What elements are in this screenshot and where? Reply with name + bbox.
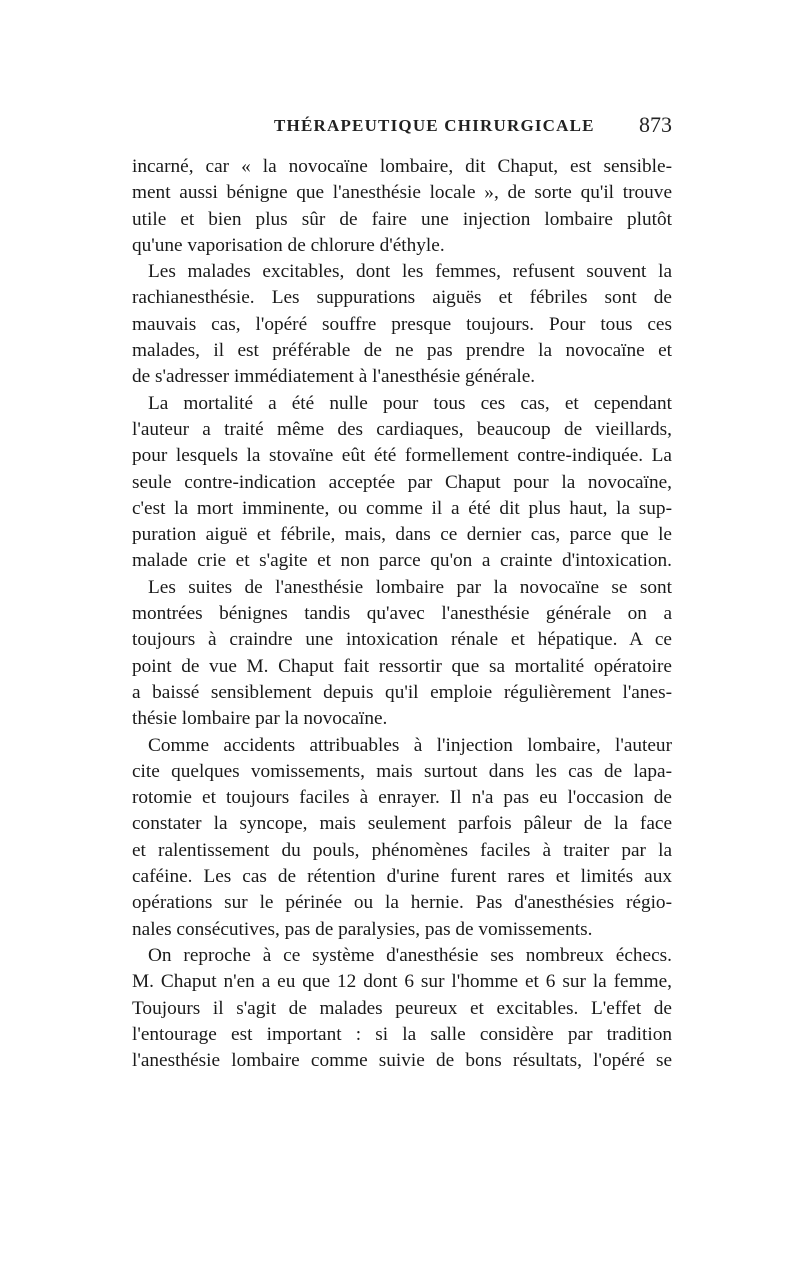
- text-line: utile et bien plus sûr de faire une injection lombaire plutôt: [132, 208, 672, 230]
- text-line: qu'une vaporisation de chlorure d'éthyle.: [132, 234, 445, 256]
- text-line: Toujours il s'agit de malades peureux et excitables. L'effet de: [132, 997, 672, 1019]
- text-line: l'entourage est important : si la salle considère par tradition: [132, 1023, 672, 1045]
- text-line: montrées bénignes tandis qu'avec l'anesthésie générale on a: [132, 603, 672, 625]
- text-line: M. Chaput n'en a eu que 12 dont 6 sur l'homme et 6 sur la femme,: [132, 971, 672, 993]
- text-line: point de vue M. Chaput fait ressortir que sa mortalité opératoire: [132, 655, 672, 677]
- text-line: a baissé sensiblement depuis qu'il emploie régulièrement l'anes-: [132, 681, 672, 703]
- running-title: THÉRAPEUTIQUE CHIRURGICALE: [274, 116, 595, 135]
- text-line: l'auteur a traité même des cardiaques, beaucoup de vieillards,: [132, 418, 672, 440]
- body-text: [132, 154, 672, 1074]
- text-line: thésie lombaire par la novocaïne.: [132, 708, 388, 730]
- text-line: opérations sur le périnée ou la hernie. Pas d'anesthésies régio-: [132, 892, 672, 914]
- text-line: constater la syncope, mais seulement parfois pâleur de la face: [132, 813, 672, 835]
- text-line: de s'adresser immédiatement à l'anesthésie générale.: [132, 366, 536, 388]
- text-line: Les suites de l'anesthésie lombaire par la novocaïne se sont: [148, 576, 672, 598]
- text-line: Les malades excitables, dont les femmes, refusent souvent la: [148, 261, 672, 283]
- text-line: rotomie et toujours faciles à enrayer. Il n'a pas eu l'occasion de: [132, 787, 672, 809]
- text-line: nales consécutives, pas de paralysies, pas de vomissements.: [132, 918, 593, 940]
- text-line: ment aussi bénigne que l'anesthésie locale », de sorte qu'il trouve: [132, 182, 672, 204]
- text-line: puration aiguë et fébrile, mais, dans ce dernier cas, parce que le: [132, 524, 672, 546]
- text-line: pour lesquels la stovaïne eût été formellement contre-indiquée. La: [132, 445, 672, 467]
- text-line: c'est la mort imminente, ou comme il a été dit plus haut, la sup-: [132, 497, 672, 519]
- text-line: cite quelques vomissements, mais surtout dans les cas de lapa-: [132, 760, 672, 782]
- text-line: incarné, car « la novocaïne lombaire, dit Chaput, est sensible-: [132, 156, 672, 177]
- text-line: caféine. Les cas de rétention d'urine furent rares et limités aux: [132, 866, 672, 888]
- text-line: Comme accidents attribuables à l'injection lombaire, l'auteur: [148, 734, 672, 756]
- text-line: malade crie et s'agite et non parce qu'on a crainte d'intoxication.: [132, 550, 672, 572]
- text-line: malades, il est préférable de ne pas prendre la novocaïne et: [132, 340, 672, 362]
- text-line: seule contre-indication acceptée par Chaput pour la novocaïne,: [132, 471, 672, 493]
- text-line: rachianesthésie. Les suppurations aiguës et fébriles sont de: [132, 287, 672, 309]
- text-line: l'anesthésie lombaire comme suivie de bons résultats, l'opéré se: [132, 1050, 672, 1072]
- running-head: [132, 112, 672, 144]
- text-line: La mortalité a été nulle pour tous ces cas, et cependant: [148, 392, 672, 414]
- text-line: mauvais cas, l'opéré souffre presque toujours. Pour tous ces: [132, 313, 672, 335]
- text-line: toujours à craindre une intoxication rénale et hépatique. A ce: [132, 629, 672, 651]
- text-line: et ralentissement du pouls, phénomènes faciles à traiter par la: [132, 839, 672, 861]
- text-line: On reproche à ce système d'anesthésie ses nombreux échecs.: [148, 944, 672, 966]
- page-number: 873: [639, 112, 672, 137]
